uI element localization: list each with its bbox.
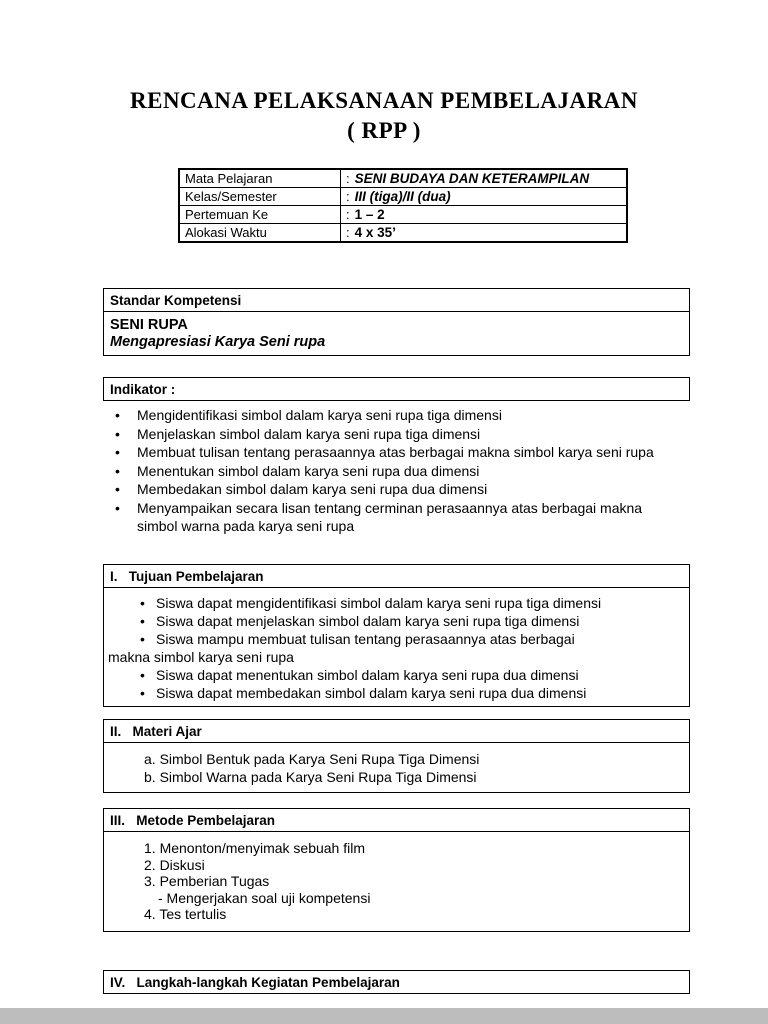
- list-item: [103, 425, 690, 444]
- table-row: [179, 224, 627, 243]
- document-title: [0, 86, 768, 146]
- list-item: [106, 612, 683, 630]
- section-content: [103, 311, 690, 356]
- list-item: 4. Tes tertulis: [144, 906, 227, 922]
- list-sub-item: - Mengerjakan soal uji kompetensi: [158, 889, 371, 906]
- list-item-text: Menjelaskan simbol dalam karya seni rupa tiga dimensi: [137, 425, 481, 442]
- list-item: 2. Diskusi: [144, 856, 205, 873]
- list-item: [106, 594, 683, 612]
- section-standar-kompetensi: [103, 288, 690, 356]
- separator: :: [346, 189, 350, 204]
- bullet-glyph: •: [115, 425, 120, 442]
- section-langkah-kegiatan: [103, 970, 690, 994]
- section-content: [103, 831, 690, 932]
- section-content: [103, 742, 690, 793]
- list-item: [103, 406, 690, 425]
- document-title-line1: RENCANA PELAKSANAAN PEMBELAJARAN: [130, 88, 638, 113]
- bullet-glyph: •: [115, 444, 120, 460]
- section-header: Indikator :: [103, 377, 690, 401]
- row-value: [341, 169, 628, 188]
- row-value: [341, 206, 628, 224]
- row-value-text: III (tiga)/II (dua): [354, 189, 451, 204]
- separator: :: [346, 207, 350, 222]
- list-item: b. Simbol Warna pada Karya Seni Rupa Tiga Dimensi: [144, 769, 477, 785]
- bullet-glyph: •: [115, 407, 120, 423]
- bullet-glyph: •: [115, 481, 120, 497]
- lesson-info-table: [178, 168, 628, 243]
- table-row: [179, 206, 627, 224]
- list-item: [103, 443, 690, 462]
- list-item: [103, 480, 690, 499]
- indikator-list: [103, 401, 690, 536]
- list-item-continuation: makna simbol karya seni rupa: [108, 649, 294, 665]
- list-item-text: Menyampaikan secara lisan tentang cerminan perasaannya atas berbagai makna simbol warna pada karya seni rupa: [137, 499, 643, 534]
- list-item: [106, 684, 683, 702]
- section-header: Standar Kompetensi: [103, 288, 690, 312]
- bullet-glyph: •: [115, 499, 120, 516]
- bullet-glyph: •: [140, 667, 145, 683]
- list-item: [103, 462, 690, 481]
- section-header: IV. Langkah-langkah Kegiatan Pembelajaran: [103, 970, 690, 994]
- table-row: [179, 169, 627, 188]
- section-header: II. Materi Ajar: [103, 719, 690, 743]
- list-item: 3. Pemberian Tugas: [144, 873, 270, 889]
- section-header: I. Tujuan Pembelajaran: [103, 564, 690, 588]
- list-item: [106, 666, 683, 684]
- list-item: [106, 630, 683, 648]
- list-item-text: Siswa dapat mengidentifikasi simbol dalam karya seni rupa tiga dimensi: [156, 595, 602, 611]
- separator: :: [346, 225, 350, 240]
- standar-kompetensi-line1: SENI RUPA: [110, 317, 188, 333]
- list-item-text: Membedakan simbol dalam karya seni rupa dua dimensi: [137, 481, 488, 497]
- bullet-glyph: •: [140, 685, 145, 701]
- bullet-glyph: •: [115, 462, 120, 479]
- list-item-text: Membuat tulisan tentang perasaannya atas berbagai makna simbol karya seni rupa: [137, 444, 654, 460]
- row-label: Alokasi Waktu: [179, 224, 341, 243]
- section-header: III. Metode Pembelajaran: [103, 808, 690, 832]
- row-value: [341, 224, 628, 243]
- bullet-glyph: •: [140, 595, 145, 611]
- viewer-bottom-strip: [0, 1008, 768, 1024]
- row-label: Pertemuan Ke: [179, 206, 341, 224]
- table-row: [179, 188, 627, 206]
- list-item: a. Simbol Bentuk pada Karya Seni Rupa Tiga Dimensi: [144, 751, 480, 767]
- list-item-text: Siswa mampu membuat tulisan tentang perasaannya atas berbagai: [156, 631, 575, 647]
- separator: :: [346, 171, 350, 186]
- document-title-line2: ( RPP ): [347, 118, 421, 143]
- list-item-text: Siswa dapat membedakan simbol dalam karya seni rupa dua dimensi: [156, 685, 587, 701]
- bullet-glyph: •: [140, 613, 145, 629]
- list-item-text: Menentukan simbol dalam karya seni rupa dua dimensi: [137, 462, 480, 479]
- row-value-text: 1 – 2: [354, 207, 385, 222]
- list-item: [103, 499, 690, 536]
- row-value: [341, 188, 628, 206]
- row-label: Mata Pelajaran: [179, 169, 341, 188]
- list-item: 1. Menonton/menyimak sebuah film: [144, 840, 365, 856]
- list-item-text: Mengidentifikasi simbol dalam karya seni rupa tiga dimensi: [137, 407, 502, 423]
- section-metode-pembelajaran: [103, 808, 690, 932]
- list-item-text: Siswa dapat menjelaskan simbol dalam karya seni rupa tiga dimensi: [156, 613, 580, 629]
- section-content: [103, 587, 690, 707]
- standar-kompetensi-line2: Mengapresiasi Karya Seni rupa: [110, 334, 326, 350]
- list-item-text: Siswa dapat menentukan simbol dalam karya seni rupa dua dimensi: [156, 667, 579, 683]
- section-indikator: [103, 377, 690, 536]
- row-value-text: 4 x 35’: [354, 225, 396, 240]
- section-materi-ajar: [103, 719, 690, 793]
- row-value-text: SENI BUDAYA DAN KETERAMPILAN: [354, 171, 590, 186]
- bullet-glyph: •: [140, 631, 145, 647]
- row-label: Kelas/Semester: [179, 188, 341, 206]
- section-tujuan-pembelajaran: [103, 564, 690, 707]
